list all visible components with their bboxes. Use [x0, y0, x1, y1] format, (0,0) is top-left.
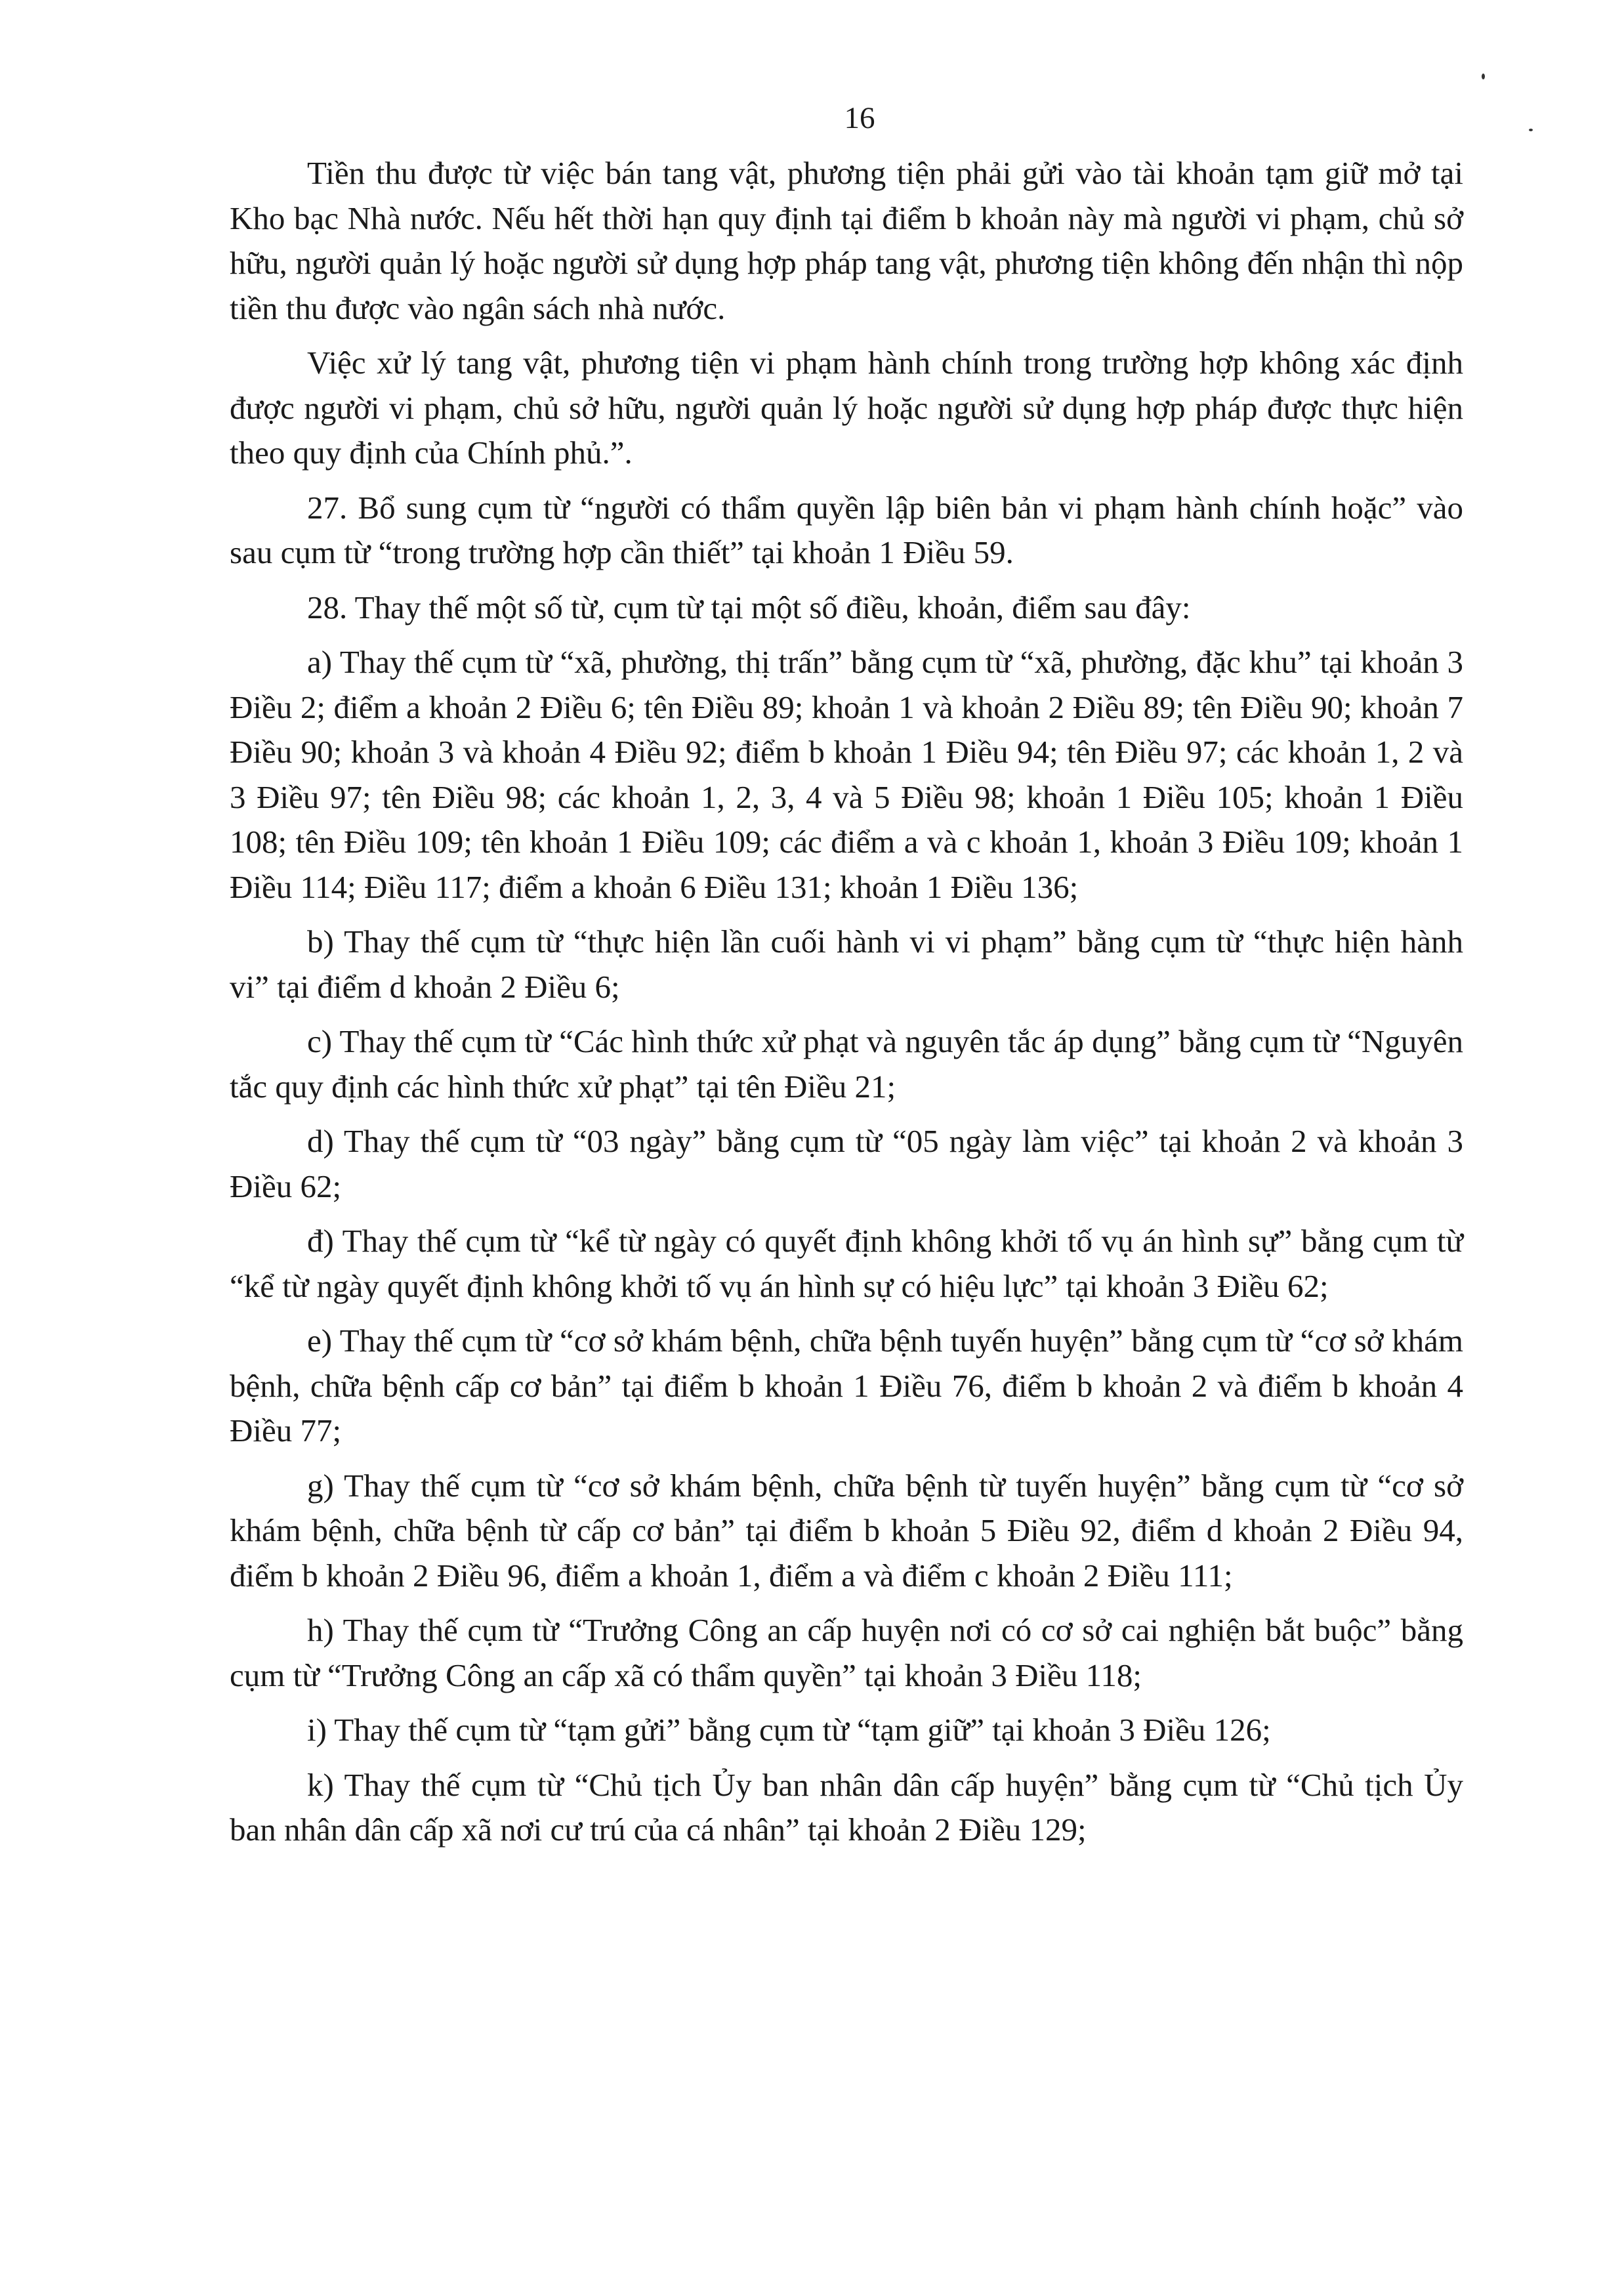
paragraph-point-e: e) Thay thế cụm từ “cơ sở khám bệnh, chữa bệnh tuyến huyện” bằng cụm từ “cơ sở khám bệnh, chữa bệnh cấp cơ bản” tại điểm b khoản 1 Điều 76, điểm b khoản 2 và điểm b khoản 4 Điều 77;	[230, 1322, 1463, 1449]
paragraph-point-a: a) Thay thế cụm từ “xã, phường, thị trấn” bằng cụm từ “xã, phường, đặc khu” tại khoản 3 Điều 2; điểm a khoản 2 Điều 6; tên Điều 89; khoản 1 và khoản 2 Điều 89; tên Điều 90; khoản 7 Điều 90; khoản 3 và khoản 4 Điều 92; điểm b khoản 1 Điều 94; tên Điều 97; các khoản 1, 2 và 3 Điều 97; tên Điều 98; các khoản 1, 2, 3, 4 và 5 Điều 98; khoản 1 Điều 105; khoản 1 Điều 108; tên Điều 109; tên khoản 1 Điều 109; các điểm a và c khoản 1, khoản 3 Điều 109; khoản 1 Điều 114; Điều 117; điểm a khoản 6 Điều 131; khoản 1 Điều 136;	[230, 644, 1463, 905]
paragraph-handling-exhibits: Việc xử lý tang vật, phương tiện vi phạm hành chính trong trường hợp không xác định được người vi phạm, chủ sở hữu, người quản lý hoặc người sử dụng hợp pháp được thực hiện theo quy định của Chính phủ.”.	[230, 345, 1463, 471]
page-number: 16	[844, 101, 875, 135]
paragraph-point-i: i) Thay thế cụm từ “tạm gửi” bằng cụm từ “tạm giữ” tại khoản 3 Điều 126;	[307, 1712, 1271, 1748]
paragraph-point-h: h) Thay thế cụm từ “Trưởng Công an cấp huyện nơi có cơ sở cai nghiện bắt buộc” bằng cụm từ “Trưởng Công an cấp xã có thẩm quyền” tại khoản 3 Điều 118;	[230, 1612, 1463, 1693]
paragraph-point-dd: đ) Thay thế cụm từ “kể từ ngày có quyết định không khởi tố vụ án hình sự” bằng cụm từ “kể từ ngày quyết định không khởi tố vụ án hình sự có hiệu lực” tại khoản 3 Điều 62;	[230, 1223, 1463, 1304]
paragraph-point-c: c) Thay thế cụm từ “Các hình thức xử phạt và nguyên tắc áp dụng” bằng cụm từ “Nguyên tắc quy định các hình thức xử phạt” tại tên Điều 21;	[230, 1023, 1463, 1105]
paragraph-point-b: b) Thay thế cụm từ “thực hiện lần cuối hành vi vi phạm” bằng cụm từ “thực hiện hành vi” tại điểm d khoản 2 Điều 6;	[230, 923, 1463, 1005]
paragraph-point-k: k) Thay thế cụm từ “Chủ tịch Ủy ban nhân dân cấp huyện” bằng cụm từ “Chủ tịch Ủy ban nhân dân cấp xã nơi cư trú của cá nhân” tại khoản 2 Điều 129;	[230, 1766, 1463, 1848]
scan-speck	[1529, 129, 1533, 131]
paragraph-proceeds: Tiền thu được từ việc bán tang vật, phương tiện phải gửi vào tài khoản tạm giữ mở tại Kho bạc Nhà nước. Nếu hết thời hạn quy định tại điểm b khoản này mà người vi phạm, chủ sở hữu, người quản lý hoặc người sử dụng hợp pháp tang vật, phương tiện không đến nhận thì nộp tiền thu được vào ngân sách nhà nước.	[230, 155, 1463, 326]
paragraph-item-28: 28. Thay thế một số từ, cụm từ tại một số điều, khoản, điểm sau đây:	[307, 589, 1191, 625]
scan-speck	[1482, 74, 1485, 79]
paragraph-point-g: g) Thay thế cụm từ “cơ sở khám bệnh, chữa bệnh từ tuyến huyện” bằng cụm từ “cơ sở khám bệnh, chữa bệnh từ cấp cơ bản” tại điểm b khoản 5 Điều 92, điểm d khoản 2 Điều 94, điểm b khoản 2 Điều 96, điểm a khoản 1, điểm a và điểm c khoản 2 Điều 111;	[230, 1467, 1463, 1594]
paragraph-point-d: d) Thay thế cụm từ “03 ngày” bằng cụm từ “05 ngày làm việc” tại khoản 2 và khoản 3 Điều 62;	[230, 1123, 1463, 1204]
paragraph-item-27: 27. Bổ sung cụm từ “người có thẩm quyền lập biên bản vi phạm hành chính hoặc” vào sau cụm từ “trong trường hợp cần thiết” tại khoản 1 Điều 59.	[230, 489, 1463, 570]
document-page	[230, 98, 1463, 1863]
